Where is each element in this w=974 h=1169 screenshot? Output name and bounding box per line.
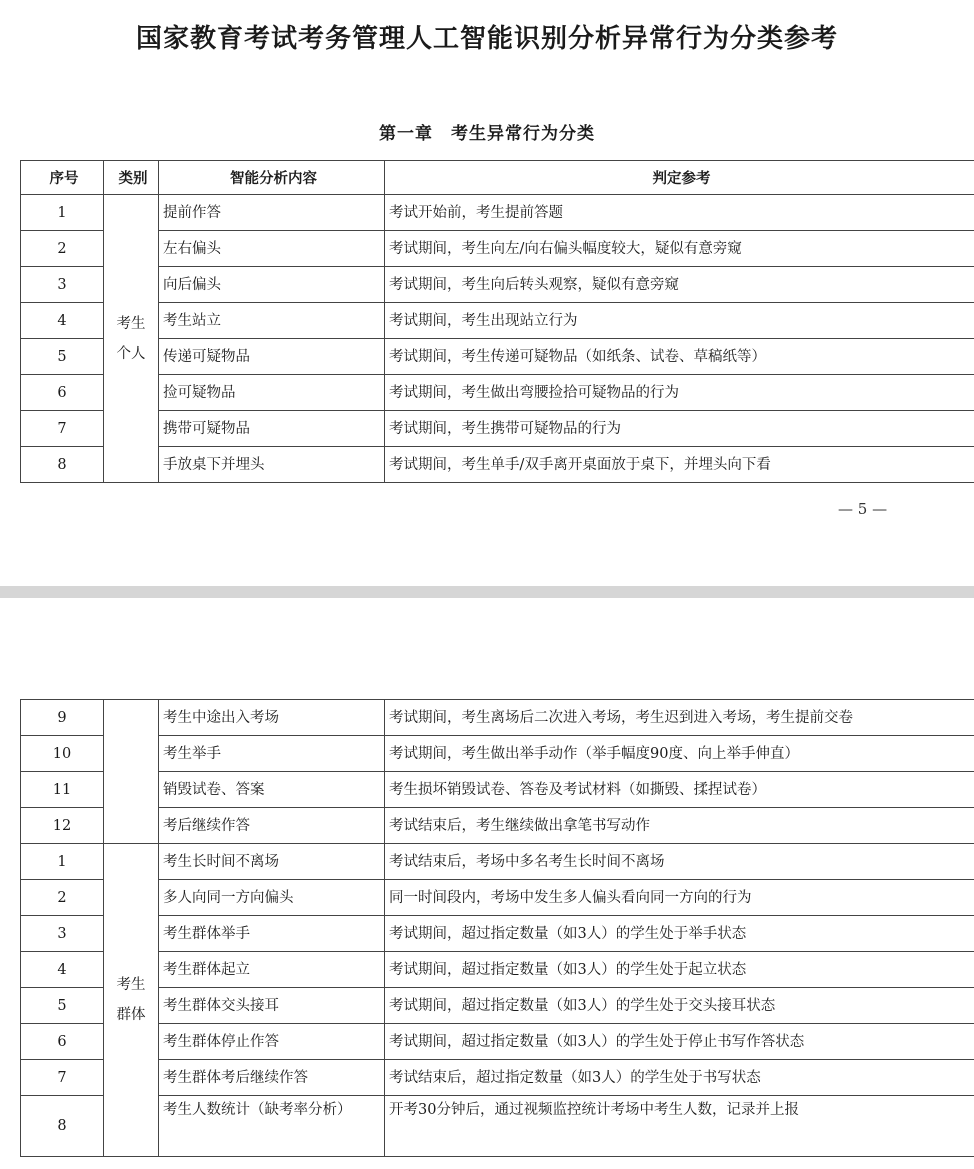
row-reference: 同一时间段内，考场中发生多人偏头看向同一方向的行为 bbox=[385, 880, 974, 916]
row-content: 传递可疑物品 bbox=[159, 339, 385, 375]
category-cell: 考生 个人 bbox=[104, 195, 159, 483]
row-content: 考生中途出入考场 bbox=[159, 700, 385, 736]
row-content: 销毁试卷、答案 bbox=[159, 772, 385, 808]
row-reference: 考试期间，考生出现站立行为 bbox=[385, 303, 974, 339]
table-row bbox=[21, 916, 974, 952]
row-content: 考生站立 bbox=[159, 303, 385, 339]
row-content: 考生群体举手 bbox=[159, 916, 385, 952]
row-reference: 考试期间，超过指定数量（如3人）的学生处于停止书写作答状态 bbox=[385, 1024, 974, 1060]
table-row bbox=[21, 880, 974, 916]
row-index: 6 bbox=[21, 1024, 104, 1060]
row-reference: 考试期间，考生离场后二次进入考场，考生迟到进入考场，考生提前交卷 bbox=[385, 700, 974, 736]
row-index: 1 bbox=[21, 844, 104, 880]
row-content: 左右偏头 bbox=[159, 231, 385, 267]
row-content: 多人向同一方向偏头 bbox=[159, 880, 385, 916]
table-body-page-2 bbox=[21, 700, 974, 1157]
table-row bbox=[21, 195, 974, 231]
category-cell: 考生 群体 bbox=[104, 844, 159, 1157]
table-row bbox=[21, 772, 974, 808]
row-index: 6 bbox=[21, 375, 104, 411]
behavior-table-page-1 bbox=[20, 160, 974, 483]
row-reference: 考试期间，考生携带可疑物品的行为 bbox=[385, 411, 974, 447]
table-row bbox=[21, 447, 974, 483]
row-content: 捡可疑物品 bbox=[159, 375, 385, 411]
table-row bbox=[21, 844, 974, 880]
row-reference: 考试期间，超过指定数量（如3人）的学生处于起立状态 bbox=[385, 952, 974, 988]
header-index: 序号 bbox=[21, 161, 104, 195]
table-row bbox=[21, 1024, 974, 1060]
row-index: 4 bbox=[21, 952, 104, 988]
row-index: 1 bbox=[21, 195, 104, 231]
row-index: 8 bbox=[21, 447, 104, 483]
category-cell-continued bbox=[104, 700, 159, 844]
row-reference: 考试期间，考生向后转头观察，疑似有意旁窥 bbox=[385, 267, 974, 303]
row-reference: 考试期间，超过指定数量（如3人）的学生处于交头接耳状态 bbox=[385, 988, 974, 1024]
behavior-table-page-2 bbox=[20, 699, 974, 1157]
table-row bbox=[21, 231, 974, 267]
row-index: 2 bbox=[21, 880, 104, 916]
row-reference: 考生损坏销毁试卷、答卷及考试材料（如撕毁、揉捏试卷） bbox=[385, 772, 974, 808]
page-number: — 5 — bbox=[838, 500, 888, 518]
row-reference: 开考30分钟后，通过视频监控统计考场中考生人数，记录并上报 bbox=[385, 1096, 974, 1157]
chapter-title: 第一章 考生异常行为分类 bbox=[379, 124, 595, 144]
row-reference: 考试期间，考生做出举手动作（举手幅度90度、向上举手伸直） bbox=[385, 736, 974, 772]
row-index: 5 bbox=[21, 339, 104, 375]
row-reference: 考试结束后，考场中多名考生长时间不离场 bbox=[385, 844, 974, 880]
row-content: 携带可疑物品 bbox=[159, 411, 385, 447]
row-index: 3 bbox=[21, 267, 104, 303]
row-content: 向后偏头 bbox=[159, 267, 385, 303]
table-row bbox=[21, 375, 974, 411]
table-body-page-1 bbox=[21, 195, 974, 483]
row-index: 7 bbox=[21, 411, 104, 447]
row-reference: 考试期间，考生向左/向右偏头幅度较大，疑似有意旁窥 bbox=[385, 231, 974, 267]
row-reference: 考试开始前，考生提前答题 bbox=[385, 195, 974, 231]
table-row bbox=[21, 339, 974, 375]
table-row bbox=[21, 700, 974, 736]
table-row bbox=[21, 1060, 974, 1096]
table-row bbox=[21, 411, 974, 447]
row-content: 考生群体停止作答 bbox=[159, 1024, 385, 1060]
header-reference: 判定参考 bbox=[385, 161, 974, 195]
row-reference: 考试结束后，超过指定数量（如3人）的学生处于书写状态 bbox=[385, 1060, 974, 1096]
row-index: 7 bbox=[21, 1060, 104, 1096]
row-index: 5 bbox=[21, 988, 104, 1024]
row-reference: 考试期间，超过指定数量（如3人）的学生处于举手状态 bbox=[385, 916, 974, 952]
header-category: 类别 bbox=[104, 161, 159, 195]
row-reference: 考试期间，考生做出弯腰捡拾可疑物品的行为 bbox=[385, 375, 974, 411]
row-content: 考生举手 bbox=[159, 736, 385, 772]
row-content: 考生群体考后继续作答 bbox=[159, 1060, 385, 1096]
table-row bbox=[21, 736, 974, 772]
table-row bbox=[21, 1096, 974, 1157]
row-index: 3 bbox=[21, 916, 104, 952]
row-index: 11 bbox=[21, 772, 104, 808]
table-row bbox=[21, 952, 974, 988]
row-reference: 考试结束后，考生继续做出拿笔书写动作 bbox=[385, 808, 974, 844]
row-index: 4 bbox=[21, 303, 104, 339]
row-content: 考生长时间不离场 bbox=[159, 844, 385, 880]
row-content: 考生群体交头接耳 bbox=[159, 988, 385, 1024]
row-index: 8 bbox=[21, 1096, 104, 1157]
table-row bbox=[21, 808, 974, 844]
row-content: 考生群体起立 bbox=[159, 952, 385, 988]
row-content: 手放桌下并埋头 bbox=[159, 447, 385, 483]
header-content: 智能分析内容 bbox=[159, 161, 385, 195]
row-reference: 考试期间，考生单手/双手离开桌面放于桌下，并埋头向下看 bbox=[385, 447, 974, 483]
document-title: 国家教育考试考务管理人工智能识别分析异常行为分类参考 bbox=[135, 24, 838, 54]
row-content: 提前作答 bbox=[159, 195, 385, 231]
row-index: 9 bbox=[21, 700, 104, 736]
table-header-row bbox=[21, 161, 974, 195]
row-reference: 考试期间，考生传递可疑物品（如纸条、试卷、草稿纸等） bbox=[385, 339, 974, 375]
row-index: 10 bbox=[21, 736, 104, 772]
table-row bbox=[21, 988, 974, 1024]
row-content: 考后继续作答 bbox=[159, 808, 385, 844]
page-separator bbox=[0, 586, 974, 598]
row-content: 考生人数统计（缺考率分析） bbox=[159, 1096, 385, 1157]
row-index: 12 bbox=[21, 808, 104, 844]
table-row bbox=[21, 303, 974, 339]
table-row bbox=[21, 267, 974, 303]
row-index: 2 bbox=[21, 231, 104, 267]
